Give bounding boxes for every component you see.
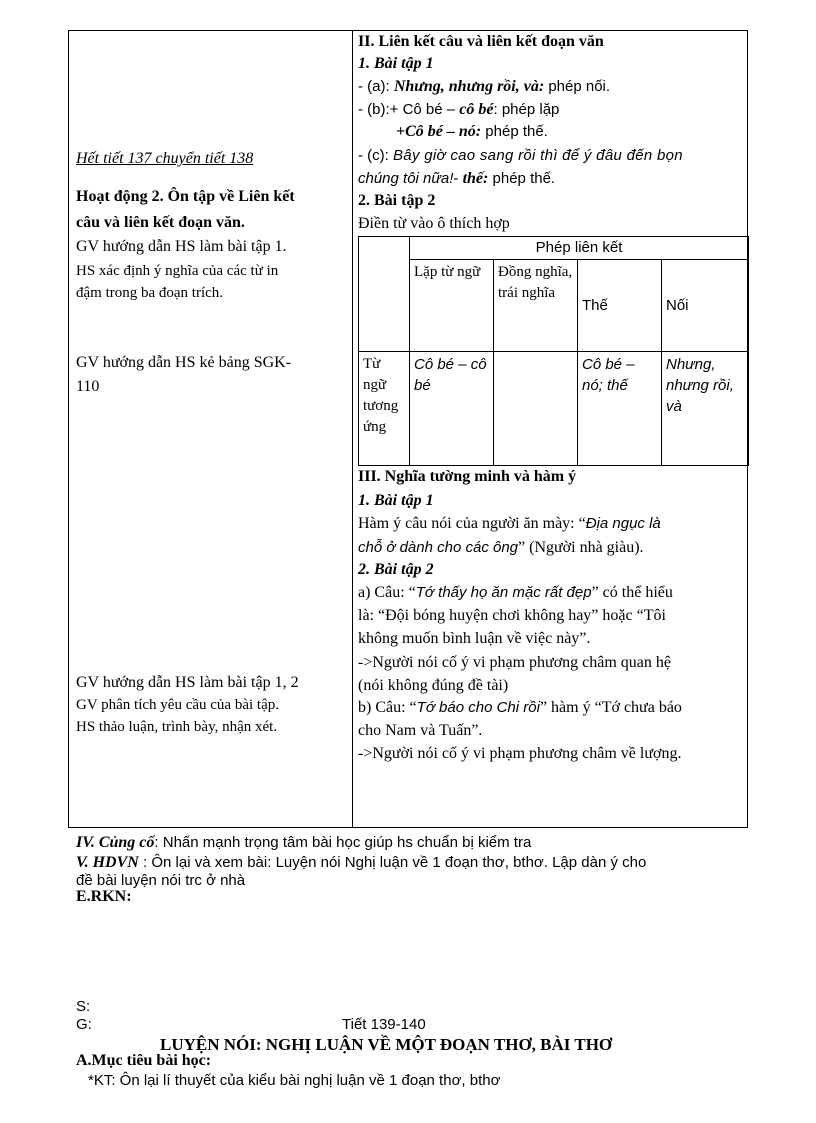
s3-exercise-2-title: 2. Bài tập 2	[358, 561, 434, 578]
table-row	[359, 352, 749, 466]
hs-instruction-1-line1: HS xác định ý nghĩa của các từ in	[76, 263, 279, 279]
s3-ex2a-line5: (nói không đúng đề tài)	[358, 677, 509, 694]
gv-instruction-2-line1: GV hướng dẫn HS kẻ bảng SGK-	[76, 354, 292, 371]
linking-table	[358, 236, 749, 466]
table-row	[359, 237, 749, 260]
cell-lap: Cô bé – cô bé	[410, 352, 494, 466]
exercise-2-title: 2. Bài tập 2	[358, 192, 436, 209]
cell-noi: Nhưng, nhưng rồi, và	[662, 352, 749, 466]
consolidation-line: IV. Củng cố: Nhấn mạnh trọng tâm bài học giúp hs chuẩn bị kiểm tra	[76, 834, 532, 851]
s3-ex2a-line4: ->Người nói cố ý vi phạm phương châm quan hệ	[358, 654, 672, 671]
exercise-1-title: 1. Bài tập 1	[358, 55, 434, 72]
col-header-lap: Lặp từ ngữ	[410, 260, 494, 352]
goal-title: A.Mục tiêu bài học:	[76, 1052, 212, 1069]
rkn-label: E.RKN:	[76, 888, 132, 905]
item-b-2: +Cô bé – nó: phép thế.	[396, 123, 548, 140]
end-note: Hết tiết 137 chuyển tiết 138	[76, 150, 254, 167]
column-divider	[352, 30, 353, 828]
cell-dong	[494, 352, 578, 466]
hs-instruction-2: HS thảo luận, trình bày, nhận xét.	[76, 719, 278, 735]
col-header-noi: Nối	[662, 260, 749, 352]
homework-line1: V. HDVN : Ôn lại và xem bài: Luyện nói Nghị luận về 1 đoạn thơ, bthơ. Lập dàn ý cho	[76, 854, 647, 871]
table-group-header: Phép liên kết	[410, 237, 749, 260]
s3-exercise-1-title: 1. Bài tập 1	[358, 492, 434, 509]
s3-ex2a-line3: không muốn bình luận về việc này”.	[358, 630, 591, 647]
activity-title-line2: câu và liên kết đoạn văn.	[76, 214, 245, 231]
s3-ex2b-line3: ->Người nói cố ý vi phạm phương châm về lượng.	[358, 745, 682, 762]
exercise-2-desc: Điền từ vào ô thích hợp	[358, 215, 510, 232]
col-header-dong: Đồng nghĩa, trái nghĩa	[494, 260, 578, 352]
s3-ex2b-line1: b) Câu: “Tớ báo cho Chi rồi” hàm ý “Tớ chưa báo	[358, 699, 682, 716]
s3-ex1-line1: Hàm ý câu nói của người ăn mày: “Địa ngục là	[358, 515, 661, 532]
g-label: G:	[76, 1016, 92, 1033]
s3-ex2a-line1: a) Câu: “Tớ thấy họ ăn mặc rất đẹp” có thể hiểu	[358, 584, 673, 601]
item-c-line1: - (c): Bây giờ cao sang rồi thì để ý đâu đến bọn	[358, 147, 683, 164]
gv-instruction-2-line2: 110	[76, 378, 100, 395]
period-label: Tiết 139-140	[342, 1016, 426, 1033]
table-corner-cell	[359, 237, 410, 352]
row-label: Từ ngữ tương ứng	[359, 352, 410, 466]
gv-instruction-3: GV hướng dẫn HS làm bài tập 1, 2	[76, 674, 299, 691]
cell-the: Cô bé – nó; thế	[578, 352, 662, 466]
hs-instruction-1-line2: đậm trong ba đoạn trích.	[76, 285, 224, 301]
activity-title-line1: Hoạt động 2. Ôn tập về Liên kết	[76, 188, 295, 205]
gv-instruction-4: GV phân tích yêu cầu của bài tập.	[76, 697, 279, 713]
s3-ex1-line2: chỗ ở dành cho các ông” (Người nhà giàu).	[358, 539, 644, 556]
item-a: - (a): Nhưng, nhưng rồi, và: phép nối.	[358, 78, 611, 95]
lesson-title: LUYỆN NÓI: NGHỊ LUẬN VỀ MỘT ĐOẠN THƠ, BÀI THƠ	[160, 1035, 613, 1054]
gv-instruction-1: GV hướng dẫn HS làm bài tập 1.	[76, 238, 287, 255]
knowledge-goal: *KT: Ôn lại lí thuyết của kiểu bài nghị luận về 1 đoạn thơ, bthơ	[88, 1072, 501, 1089]
item-c-line2: chúng tôi nữa!- thế: phép thế.	[358, 170, 556, 187]
homework-line2: đề bài luyện nói trc ở nhà	[76, 872, 246, 889]
s3-ex2b-line2: cho Nam và Tuấn”.	[358, 722, 483, 739]
item-b: - (b):+ Cô bé – cô bé: phép lặp	[358, 101, 560, 118]
table-row	[359, 260, 749, 352]
section-3-title: III. Nghĩa tường minh và hàm ý	[358, 468, 577, 485]
section-2-title: II. Liên kết câu và liên kết đoạn văn	[358, 33, 604, 50]
s3-ex2a-line2: là: “Đội bóng huyện chơi không hay” hoặc “Tôi	[358, 607, 666, 624]
col-header-the: Thế	[578, 260, 662, 352]
s-label: S:	[76, 998, 91, 1015]
